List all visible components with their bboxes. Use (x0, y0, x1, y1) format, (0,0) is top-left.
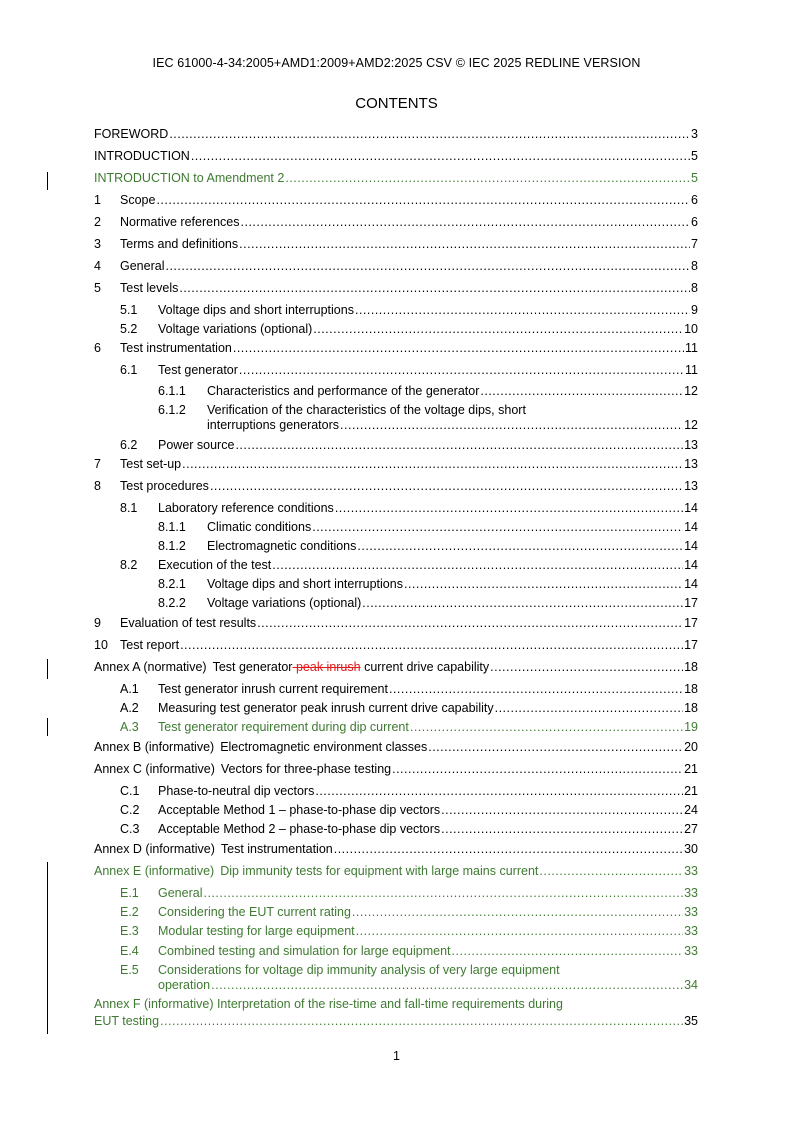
toc-number: E.5 (120, 963, 139, 977)
toc-label: Voltage dips and short interruptions (158, 303, 354, 317)
toc-annex-lead: Annex E (informative) (94, 864, 215, 878)
toc-number: 8 (94, 479, 101, 493)
toc-page: 12 (684, 418, 698, 432)
toc-label: Voltage variations (optional) (158, 322, 313, 336)
toc-entry-e-4[interactable] (120, 943, 698, 959)
toc-number: 1 (94, 193, 101, 207)
toc-page: 14 (684, 577, 698, 591)
toc-number: 5 (94, 281, 101, 295)
toc-page: 10 (684, 322, 698, 336)
toc-page: 27 (684, 822, 698, 836)
toc-entry-annex-d[interactable] (94, 841, 698, 857)
toc-page: 13 (684, 438, 698, 452)
toc-entry-9[interactable] (94, 615, 698, 631)
toc-entry-annex-c[interactable] (94, 761, 698, 777)
toc-label: Test generator inrush current requirement (158, 682, 388, 696)
toc-label: Acceptable Method 1 – phase-to-phase dip vectors (158, 803, 441, 817)
toc-label: Test set-up (120, 457, 182, 471)
toc-page: 17 (684, 638, 698, 652)
toc-entry-annex-e[interactable] (94, 863, 698, 879)
toc-entry-8-2-2[interactable] (158, 595, 698, 611)
toc-number: A.2 (120, 701, 139, 715)
toc-annex-lead: Annex A (normative) (94, 660, 207, 674)
toc-entry-introduction-amd2[interactable] (94, 170, 698, 186)
toc-entry-5[interactable] (94, 280, 698, 296)
toc-entry-annex-f-line1[interactable] (94, 996, 563, 1012)
toc-page: 6 (691, 215, 698, 229)
toc-entry-e-2[interactable] (120, 904, 698, 920)
toc-label: Test procedures (120, 479, 209, 493)
toc-label: Voltage variations (optional) (207, 596, 362, 610)
toc-page: 9 (691, 303, 698, 317)
toc-label: Vectors for three-phase testing (220, 762, 392, 776)
toc-number: 7 (94, 457, 101, 471)
toc-entry-c-2[interactable] (120, 802, 698, 818)
toc-label: Normative references (120, 215, 240, 229)
toc-number: 8.1.1 (158, 520, 186, 534)
toc-label: INTRODUCTION (94, 149, 190, 163)
toc-number: C.1 (120, 784, 140, 798)
toc-entry-annex-a[interactable] (94, 659, 698, 675)
toc-page: 8 (691, 259, 698, 273)
toc-label: INTRODUCTION to Amendment 2 (94, 171, 285, 185)
toc-label: Phase-to-neutral dip vectors (158, 784, 315, 798)
toc-entry-3[interactable] (94, 236, 698, 252)
toc-entry-c-1[interactable] (120, 783, 698, 799)
toc-number: 5.1 (120, 303, 138, 317)
toc-number: 8.2 (120, 558, 138, 572)
deleted-text: peak inrush (292, 660, 361, 674)
toc-page: 18 (684, 660, 698, 674)
toc-number: 8.2.1 (158, 577, 186, 591)
toc-page: 18 (684, 701, 698, 715)
toc-number: 3 (94, 237, 101, 251)
toc-page: 12 (684, 384, 698, 398)
toc-label: Test generator peak inrush current drive capability (212, 660, 490, 674)
toc-number: E.2 (120, 905, 139, 919)
toc-page: 34 (684, 978, 698, 992)
toc-page: 30 (684, 842, 698, 856)
toc-label: Power source (158, 438, 235, 452)
toc-page: 21 (684, 762, 698, 776)
toc-number: E.3 (120, 924, 139, 938)
toc-label: Test report (120, 638, 180, 652)
toc-entry-a-2[interactable] (120, 700, 698, 716)
toc-page: 14 (684, 501, 698, 515)
change-bar (47, 172, 48, 190)
toc-label: interruptions generators (207, 418, 340, 432)
change-bar (47, 862, 48, 1034)
toc-label: Terms and definitions (120, 237, 239, 251)
toc-entry-e-1[interactable] (120, 885, 698, 901)
toc-label: Execution of the test (158, 558, 272, 572)
toc-number: 8.1 (120, 501, 138, 515)
toc-label: Dip immunity tests for equipment with large mains current (220, 864, 539, 878)
toc-page: 13 (684, 457, 698, 471)
toc-number: 6.1.2 (158, 403, 186, 417)
toc-number: 10 (94, 638, 108, 652)
toc-page: 21 (684, 784, 698, 798)
toc-number: 5.2 (120, 322, 138, 336)
toc-label: Electromagnetic environment classes (220, 740, 428, 754)
toc-entry-8-1[interactable] (120, 500, 698, 516)
contents-title: CONTENTS (355, 95, 438, 112)
toc-page: 3 (691, 127, 698, 141)
toc-page: 5 (691, 171, 698, 185)
toc-entry-1[interactable] (94, 192, 698, 208)
toc-number: 9 (94, 616, 101, 630)
toc-entry-8-2-1[interactable] (158, 576, 698, 592)
toc-entry-8-1-2[interactable] (158, 538, 698, 554)
toc-page: 17 (684, 596, 698, 610)
toc-annex-lead: Annex B (informative) (94, 740, 215, 754)
page-number: 1 (393, 1049, 400, 1063)
toc-label: Annex F (informative) Interpretation of the rise-time and fall-time requirements during (94, 997, 563, 1011)
toc-number: C.2 (120, 803, 140, 817)
toc-number: E.4 (120, 944, 139, 958)
toc-page: 24 (684, 803, 698, 817)
toc-page: 5 (691, 149, 698, 163)
toc-entry-a-3[interactable] (120, 719, 698, 735)
toc-label: Laboratory reference conditions (158, 501, 334, 515)
toc-label: General (120, 259, 165, 273)
toc-page: 7 (691, 237, 698, 251)
toc-page: 33 (684, 905, 698, 919)
toc-label: Scope (120, 193, 156, 207)
toc-entry-4[interactable] (94, 258, 698, 274)
document-header: IEC 61000-4-34:2005+AMD1:2009+AMD2:2025 CSV © IEC 2025 REDLINE VERSION (152, 56, 641, 70)
toc-number: 8.2.2 (158, 596, 186, 610)
toc-entry-8[interactable] (94, 478, 698, 494)
toc-label: Climatic conditions (207, 520, 312, 534)
toc-page: 14 (684, 520, 698, 534)
toc-page: 17 (684, 616, 698, 630)
toc-label: Verification of the characteristics of the voltage dips, short (207, 403, 526, 417)
toc-page: 33 (684, 886, 698, 900)
toc-number: 6.1.1 (158, 384, 186, 398)
toc-entry-e-3[interactable] (120, 923, 698, 939)
toc-label: operation (158, 978, 211, 992)
toc-label: Acceptable Method 2 – phase-to-phase dip vectors (158, 822, 441, 836)
toc-page: 33 (684, 924, 698, 938)
toc-entry-annex-b[interactable] (94, 739, 698, 755)
toc-entry-6-2[interactable] (120, 437, 698, 453)
toc-entry-2[interactable] (94, 214, 698, 230)
toc-label: Modular testing for large equipment (158, 924, 355, 938)
toc-entry-a-1[interactable] (120, 681, 698, 697)
toc-number: 6 (94, 341, 101, 355)
toc-entry-5-2[interactable] (120, 321, 698, 337)
change-bar (47, 659, 48, 679)
change-bar (47, 718, 48, 736)
toc-page: 14 (684, 539, 698, 553)
toc-entry-c-3[interactable] (120, 821, 698, 837)
toc-page: 35 (684, 1014, 698, 1028)
toc-label: Measuring test generator peak inrush current drive capability (158, 701, 494, 715)
toc-label: General (158, 886, 203, 900)
toc-annex-lead: Annex D (informative) (94, 842, 215, 856)
toc-label: Electromagnetic conditions (207, 539, 357, 553)
toc-entry-e-5-line1[interactable] (120, 962, 560, 978)
toc-entry-5-1[interactable] (120, 302, 698, 318)
toc-entry-8-2[interactable] (120, 557, 698, 573)
toc-label: Test instrumentation (120, 341, 232, 355)
toc-number: 6.2 (120, 438, 138, 452)
toc-entry-6-1-2-line1[interactable] (158, 402, 526, 418)
toc-number: 2 (94, 215, 101, 229)
toc-page: 8 (691, 281, 698, 295)
toc-number: A.3 (120, 720, 139, 734)
toc-number: 6.1 (120, 363, 138, 377)
toc-entry-6-1-2[interactable] (207, 417, 698, 433)
toc-number: A.1 (120, 682, 139, 696)
toc-label: Test generator requirement during dip current (158, 720, 409, 734)
toc-label: EUT testing (94, 1014, 160, 1028)
toc-entry-6[interactable] (94, 340, 698, 356)
toc-page: 6 (691, 193, 698, 207)
toc-label: Characteristics and performance of the generator (207, 384, 480, 398)
toc-page: 11 (685, 341, 698, 355)
toc-page: 33 (684, 944, 698, 958)
toc-number: 8.1.2 (158, 539, 186, 553)
toc-page: 18 (684, 682, 698, 696)
toc-page: 33 (684, 864, 698, 878)
toc-annex-lead: Annex C (informative) (94, 762, 215, 776)
toc-entry-8-1-1[interactable] (158, 519, 698, 535)
toc-number: 4 (94, 259, 101, 273)
toc-entry-annex-f[interactable] (94, 1013, 698, 1029)
toc-number: C.3 (120, 822, 140, 836)
toc-page: 13 (684, 479, 698, 493)
toc-entry-introduction[interactable] (94, 148, 698, 164)
toc-label: Test generator (158, 363, 238, 377)
toc-page: 19 (684, 720, 698, 734)
toc-label: Considerations for voltage dip immunity analysis of very large equipment (158, 963, 560, 977)
toc-label: Considering the EUT current rating (158, 905, 351, 919)
toc-label: Combined testing and simulation for large equipment (158, 944, 451, 958)
toc-label: Evaluation of test results (120, 616, 257, 630)
toc-label: FOREWORD (94, 127, 169, 141)
toc-page: 11 (685, 363, 698, 377)
toc-entry-6-1[interactable] (120, 362, 698, 378)
toc-entry-6-1-1[interactable] (158, 383, 698, 399)
toc-entry-foreword[interactable] (94, 126, 698, 142)
toc-label: Test levels (120, 281, 179, 295)
toc-number: E.1 (120, 886, 139, 900)
toc-entry-10[interactable] (94, 637, 698, 653)
toc-page: 20 (684, 740, 698, 754)
toc-page: 14 (684, 558, 698, 572)
toc-label: Voltage dips and short interruptions (207, 577, 403, 591)
toc-label: Test instrumentation (220, 842, 333, 856)
toc-entry-e-5[interactable] (158, 977, 698, 993)
toc-entry-7[interactable] (94, 456, 698, 472)
